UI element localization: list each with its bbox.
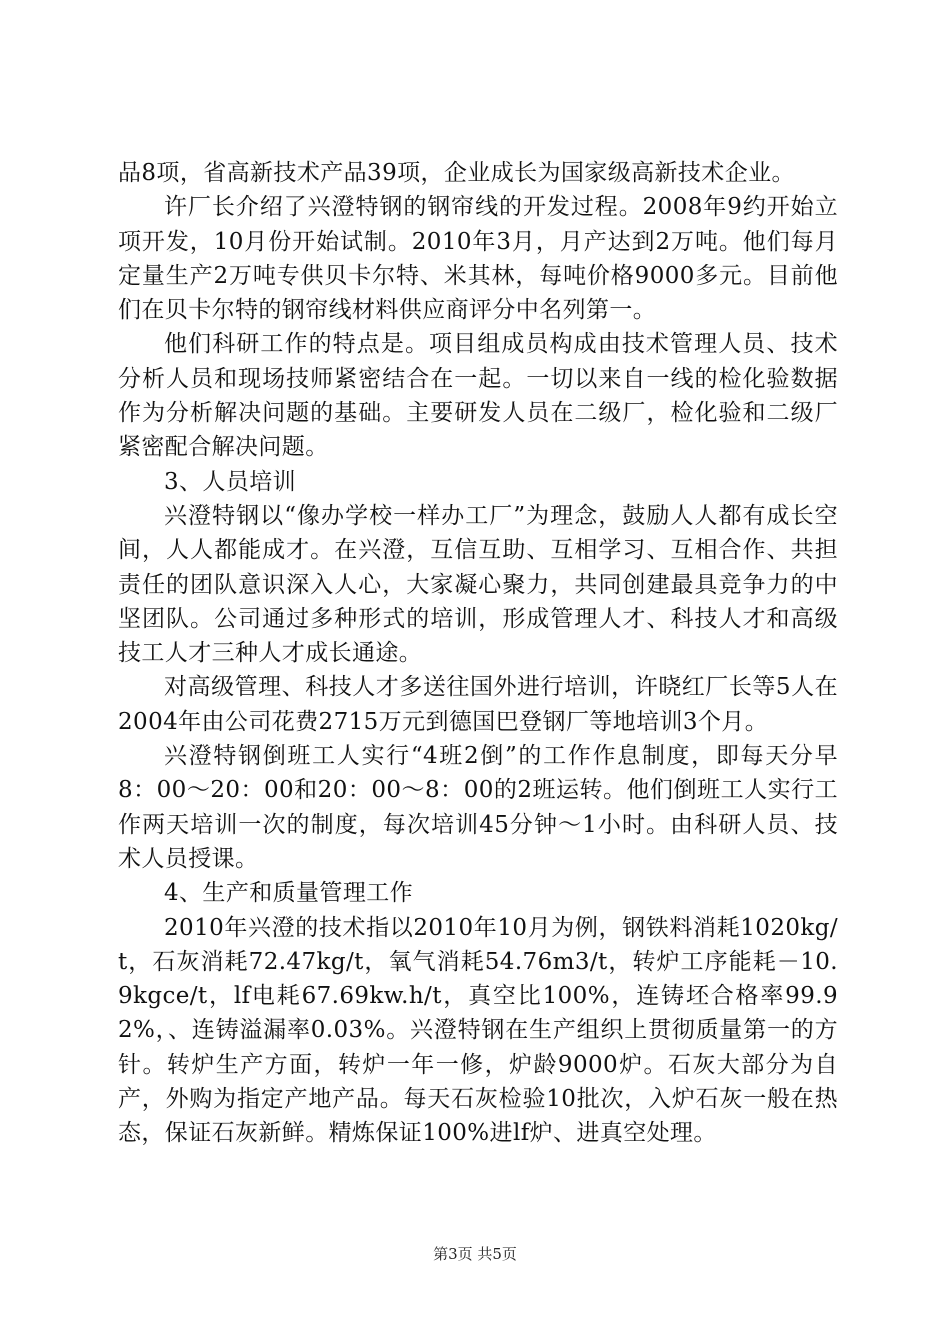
paragraph-shift-system: 兴澄特钢倒班工人实行“4班2倒”的工作作息制度，即每天分早8：00～20：00和20：00～8：00的2班运转。他们倒班工人实行工作两天培训一次的制度，每次培训45分钟～1小时。由科研人员、技术人员授课。 (118, 743, 838, 872)
paragraph-continuation: 品8项，省高新技术产品39项，企业成长为国家级高新技术企业。 (118, 160, 795, 186)
paragraph-overseas-training: 对高级管理、科技人才多送往国外进行培训，许晓红厂长等5人在2004年由公司花费2715万元到德国巴登钢厂等地培训3个月。 (118, 674, 838, 735)
paragraph-research-features: 他们科研工作的特点是。项目组成员构成由技术管理人员、技术分析人员和现场技师紧密结合在一起。一切以来自一线的检化验数据作为分析解决问题的基础。主要研发人员在二级厂，检化验和二级厂紧密配合解决问题。 (118, 331, 838, 461)
section-heading-production-quality: 4、生产和质量管理工作 (164, 880, 414, 907)
paragraph-training-philosophy: 兴澄特钢以“像办学校一样办工厂”为理念，鼓励人人都有成长空间，人人都能成才。在兴澄，互信互助、互相学习、互相合作、共担责任的团队意识深入人心，大家凝心聚力，共同创建最具竞争力的中坚团队。公司通过多种形式的培训，形成管理人才、科技人才和高级技工人才三种人才成长通途。 (118, 502, 838, 667)
section-heading-staff-training: 3、人员培训 (164, 468, 297, 495)
paragraph-technical-indicators: 2010年兴澄的技术指以2010年10月为例，钢铁料消耗1020kg/t，石灰消耗72.47kg/t，氧气消耗54.76m3/t，转炉工序能耗－10.9kgce/t，lf电耗67.69kw.h/t，真空比100%，连铸坯合格率99.92%，、连铸溢漏率0.03%。兴澄特钢在生产组织上贯彻质量第一的方针。转炉生产方面，转炉一年一修，炉龄9000炉。石灰大部分为自产，外购为指定产地产品。每天石灰检验10批次，入炉石灰一般在热态，保证石灰新鲜。精炼保证100%进lf炉、进真空处理。 (118, 914, 838, 1147)
page-number-footer: 第3页 共5页 (433, 1245, 517, 1263)
document-body (118, 156, 838, 1151)
paragraph-steel-cord-development: 许厂长介绍了兴澄特钢的钢帘线的开发过程。2008年9约开始立项开发，10月份开始试制。2010年3月，月产达到2万吨。他们每月定量生产2万吨专供贝卡尔特、米其林，每吨价格9000多元。目前他们在贝卡尔特的钢帘线材料供应商评分中名列第一。 (118, 194, 838, 324)
